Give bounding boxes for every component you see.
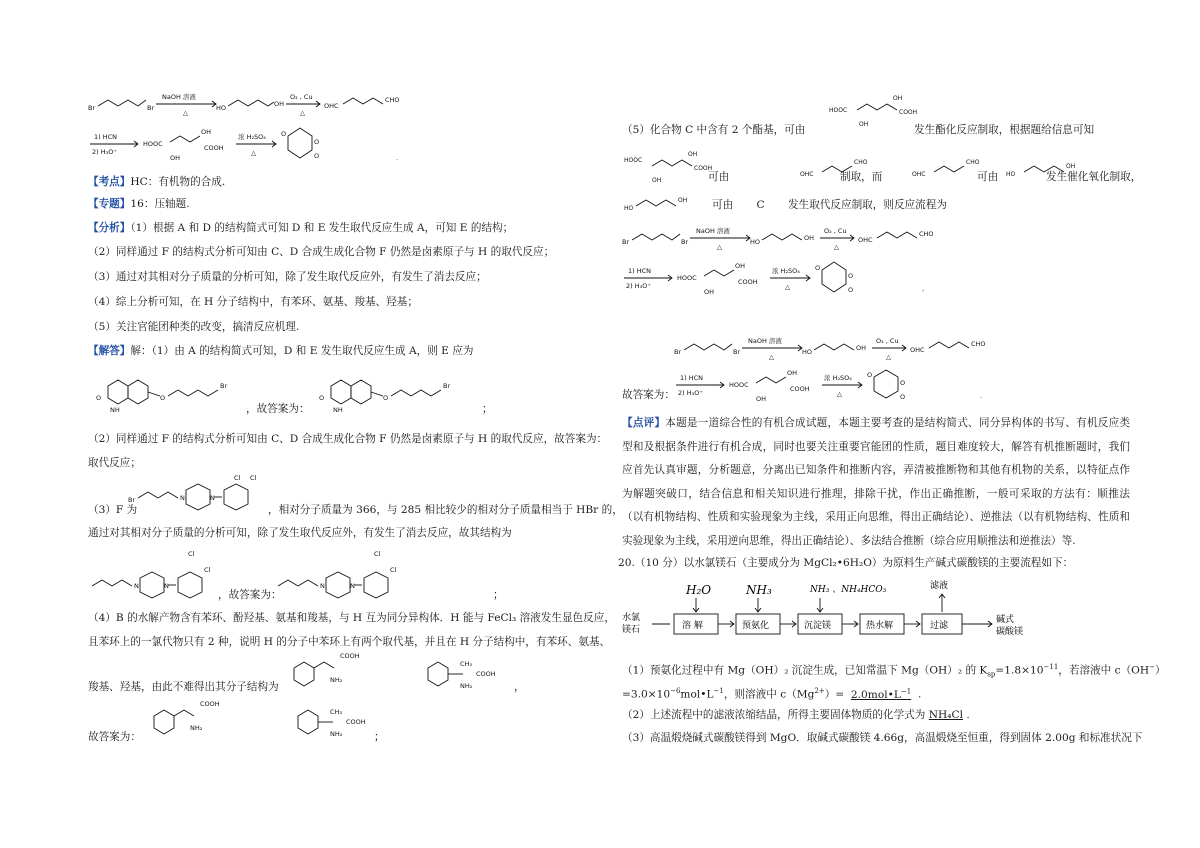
svg-text:浓 H₂SO₄: 浓 H₂SO₄ — [824, 374, 852, 382]
fenxi-line-4: （4）综上分析可知，在 H 分子结构中，有苯环、氨基、羧基、羟基； — [88, 296, 418, 308]
svg-text:Br: Br — [147, 104, 155, 112]
kaodian-line — [88, 175, 225, 189]
compound-e-structures — [88, 356, 598, 416]
svg-text:NaOH 溶液: NaOH 溶液 — [696, 227, 730, 235]
svg-text:HOOC: HOOC — [624, 157, 643, 164]
svg-text:NH₂: NH₂ — [330, 730, 343, 738]
svg-text:HO: HO — [1006, 171, 1016, 178]
q4-line-a: （4）B 的水解产物含有苯环、酚羟基、氨基和羧基，与 H 互为同分异构体．H 能与 FeCl₃ 溶液发生显色反应， — [88, 612, 615, 624]
svg-text:2) H₃O⁺: 2) H₃O⁺ — [626, 282, 651, 290]
svg-text:NaOH 溶液: NaOH 溶液 — [162, 93, 196, 101]
zhuanti-tag: 【专题】 — [88, 198, 131, 210]
svg-text:COOH: COOH — [738, 278, 758, 286]
svg-text:N: N — [320, 582, 325, 590]
svg-text:△: △ — [785, 283, 790, 291]
svg-text:2) H₃O⁺: 2) H₃O⁺ — [92, 148, 117, 156]
svg-text:O: O — [314, 138, 320, 146]
kaodian-tag: 【考点】 — [88, 176, 131, 188]
q4-line-b: 且苯环上的一氯代物只有 2 种，说明 H 的分子中苯环上有两个取代基，并且在 H 分子结构中，有苯环、氨基、 — [88, 636, 611, 648]
svg-text:Br: Br — [128, 496, 136, 504]
svg-text:N: N — [164, 582, 169, 590]
svg-text:NH: NH — [333, 406, 343, 414]
svg-text:O: O — [867, 371, 873, 379]
svg-text:浓 H₂SO₄: 浓 H₂SO₄ — [772, 267, 800, 275]
svg-text:O₂ , Cu: O₂ , Cu — [824, 227, 847, 235]
svg-text:CHO: CHO — [966, 159, 980, 166]
q3-prefix: （3）F 为 — [88, 504, 138, 516]
svg-text:HO: HO — [802, 348, 813, 356]
q20-2-answer: NH₄Cl — [928, 709, 963, 721]
svg-text:HOOC: HOOC — [677, 274, 697, 282]
svg-text:OH: OH — [1066, 163, 1076, 170]
svg-text:O: O — [383, 394, 389, 402]
svg-text:OHC: OHC — [800, 171, 814, 178]
svg-text:O: O — [160, 394, 166, 402]
q5-line-a-suffix: 发生酯化反应制取，根据题给信息可知 — [914, 124, 1095, 136]
svg-text:COOH: COOH — [476, 670, 496, 678]
svg-text:Cl: Cl — [390, 566, 397, 574]
svg-text:OH: OH — [893, 95, 903, 102]
svg-text:OH: OH — [856, 344, 867, 352]
svg-text:O: O — [96, 394, 102, 402]
svg-text:CHO: CHO — [971, 340, 986, 348]
svg-text:OHC: OHC — [912, 171, 926, 178]
flow-step-filter: 过滤 — [930, 621, 949, 631]
svg-text:，: ， — [922, 284, 929, 292]
svg-text:△: △ — [834, 243, 839, 251]
svg-text:N: N — [134, 582, 139, 590]
svg-text:CH₃: CH₃ — [460, 660, 473, 668]
q4-line-c: 羧基、羟基，由此不难得出其分子结构为 — [88, 681, 279, 693]
flow-output-label: 碱式碳酸镁 — [996, 615, 1024, 637]
svg-text:1) HCN: 1) HCN — [680, 374, 704, 382]
e-answer-mid: ，故答案为： — [246, 403, 310, 415]
svg-text:OH: OH — [787, 369, 798, 377]
svg-text:OH: OH — [804, 234, 815, 242]
svg-text:Br: Br — [443, 382, 451, 390]
q3-answer-mid: ，故答案为： — [218, 589, 282, 601]
svg-text:浓 H₂SO₄: 浓 H₂SO₄ — [238, 133, 266, 141]
q5-line-b-end: 发生催化氧化制取， — [1046, 171, 1142, 183]
svg-text:OH: OH — [652, 177, 662, 184]
svg-text:Cl: Cl — [204, 566, 211, 574]
fenxi-line-1 — [88, 221, 513, 235]
fenxi-line-3: （3）通过对其相对分子质量的分析可知，除了发生取代反应外，有发生了消去反应； — [88, 271, 487, 283]
q3-answer-end: ； — [493, 589, 504, 601]
svg-text:Br: Br — [733, 348, 741, 356]
q5-line-c: 可由 C 发生取代反应制取，则反应流程为 — [712, 199, 947, 211]
zhuanti-line — [88, 197, 190, 211]
svg-text:COOH: COOH — [346, 718, 366, 726]
svg-text:NH₂: NH₂ — [460, 682, 473, 690]
svg-text:O₂ , Cu: O₂ , Cu — [876, 337, 899, 345]
svg-text:COOH: COOH — [790, 385, 810, 393]
fenxi-line-5: （5）关注官能团种类的改变，搞清反应机理. — [88, 321, 300, 333]
flow-step-hydrolysis: 热水解 — [866, 621, 894, 631]
svg-text:O: O — [281, 130, 287, 138]
svg-text:.: . — [980, 392, 983, 400]
svg-text:N: N — [180, 494, 185, 502]
svg-text:Cl: Cl — [188, 550, 195, 558]
svg-text:OH: OH — [678, 197, 688, 204]
q20-3-line: （3）高温煅烧碱式碳酸镁得到 MgO．取碱式碳酸镁 4.66g，高温煅烧至恒重，得到固体 2.00g 和标准状况下 — [622, 732, 1143, 744]
svg-text:Br: Br — [681, 238, 689, 246]
svg-text:OHC: OHC — [910, 346, 925, 354]
svg-text:COOH: COOH — [899, 109, 918, 116]
dihydroxy-diacid-structure-1 — [827, 92, 927, 132]
svg-text:1) HCN: 1) HCN — [94, 133, 118, 141]
svg-text:O: O — [314, 152, 320, 160]
svg-text:2) H₃O⁺: 2) H₃O⁺ — [678, 389, 703, 397]
svg-text:.: . — [396, 154, 399, 162]
svg-text:△: △ — [769, 353, 774, 361]
svg-text:NH₂: NH₂ — [330, 676, 343, 684]
svg-text:HO: HO — [750, 238, 761, 246]
dianping-text: 本题是一道综合性的有机合成试题，本题主要考查的是结构简式、同分异构体的书写、有机反应类型和及根据条件进行有机合成，同时也要关注重要官能团的性质，题目难度较大，解答有机推断题时，我们应首先认真审题，分析题意，分离出已知条件和推断内容，弄清被推断物和其他有机物的关系，以特征点作为解题突破口，结合信息和相关知识进行推理，排除干扰，作出正确推断，一般可采取的方法有：顺推法（以有机物结构、性质和实验现象为主线，采用正向思维，得出正确结论）、逆推法（以有机物结构、性质和实验现象为主线，采用逆向思维，得出正确结论）、多法结合推断（综合应用顺推法和逆推法）等. — [622, 417, 1131, 547]
q4-comma: ， — [514, 681, 525, 693]
svg-text:O: O — [848, 272, 854, 280]
q20-1-line-b: $=3.0\times 10^{-6}mol•L^{-1}$，则溶液中 $c(Mg^{2+})=$ $2.0mol•L^{-1}$ . — [622, 687, 922, 701]
q2-line-2: 取代反应； — [88, 457, 141, 469]
svg-text:O: O — [848, 286, 854, 294]
svg-text:HO: HO — [216, 104, 227, 112]
q5-answer-label: 故答案为： — [622, 389, 675, 401]
dianping-paragraph — [622, 412, 1130, 554]
svg-text:CH₃: CH₃ — [330, 708, 343, 716]
svg-text:NaOH 溶液: NaOH 溶液 — [748, 337, 782, 345]
zhuanti-text: 16：压轴题. — [130, 198, 190, 210]
q20-2-line: （2）上述流程中的滤液浓缩结晶，所得主要固体物质的化学式为 NH₄Cl . — [622, 709, 970, 721]
e-answer-end: ； — [482, 403, 493, 415]
synthesis-scheme-answer — [674, 330, 1004, 410]
fenxi-tag: 【分析】 — [88, 222, 131, 234]
flow-reagent-ammonia-bicarbonate: NH₃ 、NH₄HCO₃ — [810, 585, 887, 595]
flow-filtrate-label: 滤液 — [930, 581, 949, 591]
svg-text:COOH: COOH — [694, 165, 713, 172]
svg-text:Cl: Cl — [250, 474, 257, 482]
svg-text:Cl: Cl — [234, 474, 241, 482]
svg-text:COOH: COOH — [204, 144, 224, 152]
svg-text:NH₂: NH₂ — [190, 724, 203, 732]
svg-text:COOH: COOH — [200, 700, 220, 708]
dianping-tag: 【点评】 — [622, 417, 666, 429]
svg-text:△: △ — [300, 109, 305, 117]
svg-text:OH: OH — [735, 262, 746, 270]
svg-text:OH: OH — [274, 100, 285, 108]
svg-text:△: △ — [251, 149, 256, 157]
q3-text-a: ，相对分子质量为 366，与 285 相比较少的相对分子质量相当于 HBr 的， — [268, 504, 623, 516]
svg-text:HO: HO — [624, 205, 634, 212]
svg-text:CHO: CHO — [854, 159, 868, 166]
h-answer-structures — [138, 696, 398, 744]
flow-input-label: 水氯镁石 — [622, 613, 641, 635]
svg-text:OH: OH — [704, 288, 715, 296]
jieda-tag: 【解答】 — [88, 345, 131, 357]
flow-step-precipitate: 沉淀镁 — [804, 621, 832, 631]
svg-text:NH: NH — [110, 406, 120, 414]
svg-text:OHC: OHC — [324, 102, 339, 110]
q5-line-b-mid: 可由 — [708, 171, 730, 183]
q20-1-line-a: （1）预氨化过程中有 Mg（OH）₂ 沉淀生成，已知常温下 Mg（OH）₂ 的 $K_{sp}=1.8\times 10^{-11}$，若溶液中 c（OH−） — [622, 663, 1166, 679]
q4-answer-end: ； — [374, 731, 385, 743]
fenxi-text-1: （1）根据 A 和 D 的结构简式可知 D 和 E 发生取代反应生成 A，可知 E 的结构； — [130, 222, 514, 234]
q20-1-answer: $2.0mol•L^{-1}$ — [850, 687, 912, 701]
q2-line-1: （2）同样通过 F 的结构式分析可知由 C、D 合成生成化合物 F 仍然是卤素原子与 H 的取代反应，故答案为： — [88, 433, 608, 445]
svg-text:△: △ — [717, 243, 722, 251]
butanediol-structure — [622, 188, 712, 218]
compound-f-structure — [128, 468, 268, 526]
svg-text:Br: Br — [622, 238, 630, 246]
svg-text:CHO: CHO — [919, 230, 934, 238]
svg-text:OH: OH — [756, 395, 767, 403]
flow-step-preammoniation: 预氨化 — [742, 621, 770, 631]
svg-text:Cl: Cl — [374, 550, 381, 558]
synthesis-scheme-q5 — [622, 220, 1130, 310]
svg-text:1) HCN: 1) HCN — [628, 267, 652, 275]
svg-text:N: N — [210, 494, 215, 502]
svg-text:CHO: CHO — [385, 96, 400, 104]
svg-text:O₂ , Cu: O₂ , Cu — [290, 93, 313, 101]
svg-text:△: △ — [837, 390, 842, 398]
jieda-text-1: 解：（1）由 A 的结构简式可知，D 和 E 发生取代反应生成 A，则 E 应为 — [130, 345, 474, 357]
q3-text-b: 通过对其相对分子质量的分析可知，除了发生取代反应外，有发生了消去反应，故其结构为 — [88, 527, 512, 539]
svg-text:OH: OH — [201, 128, 212, 136]
q5-line-b-mid3: 可由 — [977, 171, 999, 183]
kaodian-text: HC：有机物的合成. — [130, 176, 226, 188]
svg-text:O: O — [319, 394, 325, 402]
svg-text:OH: OH — [859, 121, 869, 128]
q5-line-a-prefix: （5）化合物 C 中含有 2 个酯基，可由 — [622, 124, 806, 136]
synthesis-scheme-top — [88, 86, 598, 176]
q4-answer-label: 故答案为： — [88, 731, 141, 743]
svg-text:OH: OH — [170, 154, 181, 162]
fenxi-line-2: （2）同样通过 F 的结构式分析可知由 C、D 合成生成化合物 F 仍然是卤素原子与 H 的取代反应； — [88, 246, 555, 258]
flow-step-dissolve: 溶 解 — [682, 621, 703, 631]
flow-reagent-ammonia: NH₃ — [746, 583, 772, 597]
svg-text:N: N — [350, 582, 355, 590]
svg-text:O: O — [900, 379, 906, 387]
svg-text:OHC: OHC — [858, 236, 873, 244]
svg-text:HOOC: HOOC — [143, 140, 163, 148]
svg-text:OH: OH — [688, 151, 698, 158]
svg-text:O: O — [900, 393, 906, 401]
process-flow-diagram — [622, 572, 1130, 652]
svg-text:COOH: COOH — [340, 652, 360, 660]
flow-reagent-water: H₂O — [686, 583, 712, 597]
svg-text:HOOC: HOOC — [829, 107, 848, 114]
svg-text:Br: Br — [88, 104, 96, 112]
svg-text:△: △ — [886, 353, 891, 361]
q20-title: 20.（10 分）以水氯镁石（主要成分为 MgCl₂•6H₂O）为原料生产碱式碳酸镁的主要流程如下： — [618, 557, 1074, 569]
svg-text:Br: Br — [674, 348, 682, 356]
svg-text:HOOC: HOOC — [729, 381, 749, 389]
svg-text:Br: Br — [220, 382, 228, 390]
svg-text:△: △ — [183, 109, 188, 117]
q5-line-b-mid2: 制取，而 — [840, 171, 883, 183]
svg-text:O: O — [815, 264, 821, 272]
h-structures — [278, 648, 578, 696]
